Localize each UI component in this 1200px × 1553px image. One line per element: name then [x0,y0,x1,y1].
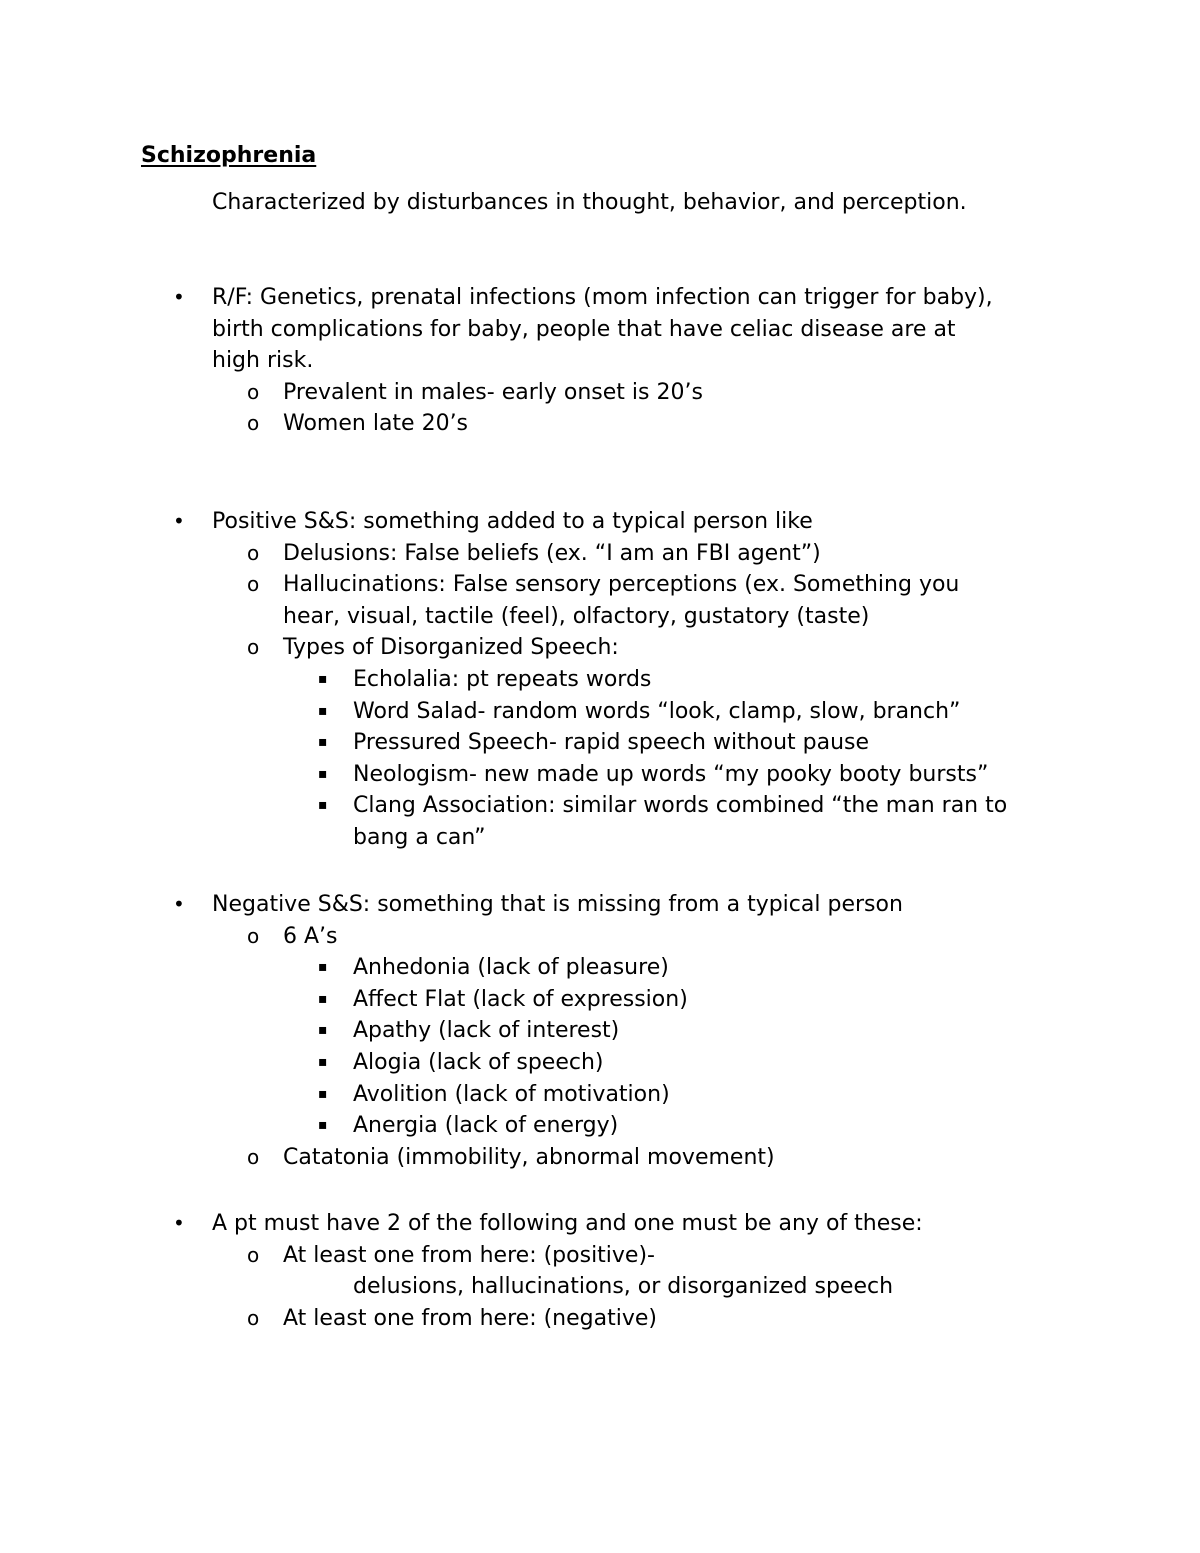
list-subitem [0,1142,1200,1174]
list-item-text: Anergia (lack of energy) [353,1113,619,1139]
circle-bullet-icon: o [247,379,260,404]
list-subsubitem [0,1015,1200,1047]
list-subsubitem [0,984,1200,1016]
list-item-text: Positive S&S: something added to a typical person like [212,509,813,534]
list-item-text: delusions, hallucinations, or disorganized speech [353,1274,894,1300]
square-bullet-icon: ▪ [318,1022,328,1039]
list-item-text: bang a can” [353,824,486,850]
list-item-continuation [0,345,1200,377]
list-item-text: Word Salad- random words “look, clamp, slow, branch” [353,698,961,724]
list-subitem-continuation [0,1271,1200,1303]
list-subitem [0,408,1200,440]
square-bullet-icon: ▪ [318,990,328,1007]
list-subsubitem [0,790,1200,822]
list-subsubitem [0,1047,1200,1079]
list-item-text: Echolalia: pt repeats words [353,666,652,692]
list-item-text: birth complications for baby, people that have celiac disease are at [212,316,956,342]
list-item [0,282,1200,314]
list-subitem [0,538,1200,570]
list-item-text: Pressured Speech- rapid speech without pause [353,730,870,756]
list-item-text: Apathy (lack of interest) [353,1018,620,1044]
square-bullet-icon: ▪ [318,1117,328,1134]
bullet-icon: • [173,285,185,309]
list-item-text: Types of Disorganized Speech: [283,635,619,661]
circle-bullet-icon: o [247,1242,260,1267]
circle-bullet-icon: o [247,572,260,597]
square-bullet-icon: ▪ [318,797,328,814]
square-bullet-icon: ▪ [318,670,328,687]
circle-bullet-icon: o [247,411,260,436]
list-item-text: Delusions: False beliefs (ex. “I am an FBI agent”) [283,540,821,566]
square-bullet-icon: ▪ [318,1053,328,1070]
intro-text: Characterized by disturbances in thought, behavior, and perception. [212,190,967,215]
list-item-text: At least one from here: (negative) [283,1305,657,1331]
list-item [0,1208,1200,1240]
list-subitem [0,1303,1200,1335]
list-subsubitem [0,727,1200,759]
page-title: Schizophrenia [141,143,317,168]
list-item-text: Anhedonia (lack of pleasure) [353,955,669,981]
square-bullet-icon: ▪ [318,959,328,976]
section-risk-factors [0,282,1200,440]
list-item-text: At least one from here: (positive)- [283,1242,655,1268]
square-bullet-icon: ▪ [318,702,328,719]
list-item-text: A pt must have 2 of the following and one must be any of these: [212,1211,923,1236]
bullet-icon: • [173,892,185,916]
square-bullet-icon: ▪ [318,765,328,782]
list-item-text: Neologism- new made up words “my pooky booty bursts” [353,761,989,787]
list-subsubitem [0,952,1200,984]
list-item-text: high risk. [212,348,314,374]
section-negative-symptoms [0,889,1200,1173]
circle-bullet-icon: o [247,923,260,948]
list-item-text: R/F: Genetics, prenatal infections (mom infection can trigger for baby), [212,285,993,310]
list-item [0,889,1200,921]
list-item-text: Clang Association: similar words combined “the man ran to [353,793,1008,819]
bullet-icon: • [173,509,185,533]
list-subitem [0,921,1200,953]
list-subitem [0,1240,1200,1272]
list-subsubitem [0,1110,1200,1142]
list-item-text: Alogia (lack of speech) [353,1049,604,1075]
section-positive-symptoms [0,506,1200,854]
list-subsubitem [0,759,1200,791]
list-subitem [0,569,1200,601]
list-item-text: Affect Flat (lack of expression) [353,986,688,1012]
list-subsubitem [0,664,1200,696]
section-diagnosis-criteria [0,1208,1200,1334]
circle-bullet-icon: o [247,1144,260,1169]
circle-bullet-icon: o [247,635,260,660]
list-item-text: Hallucinations: False sensory perceptions (ex. Something you [283,572,960,598]
bullet-icon: • [173,1211,185,1235]
list-item-text: Women late 20’s [283,411,469,437]
list-subitem [0,377,1200,409]
list-item-text: 6 A’s [283,923,338,949]
list-subsubitem-continuation [0,822,1200,854]
list-subsubitem [0,1079,1200,1111]
list-subitem [0,632,1200,664]
list-item [0,506,1200,538]
list-subsubitem [0,696,1200,728]
circle-bullet-icon: o [247,540,260,565]
list-item-text: Catatonia (immobility, abnormal movement) [283,1144,775,1170]
square-bullet-icon: ▪ [318,1085,328,1102]
list-item-text: Prevalent in males- early onset is 20’s [283,379,703,405]
list-subitem-continuation [0,601,1200,633]
circle-bullet-icon: o [247,1305,260,1330]
list-item-text: Negative S&S: something that is missing from a typical person [212,892,903,917]
list-item-text: hear, visual, tactile (feel), olfactory, gustatory (taste) [283,603,870,629]
list-item-text: Avolition (lack of motivation) [353,1081,670,1107]
square-bullet-icon: ▪ [318,734,328,751]
list-item-continuation [0,314,1200,346]
